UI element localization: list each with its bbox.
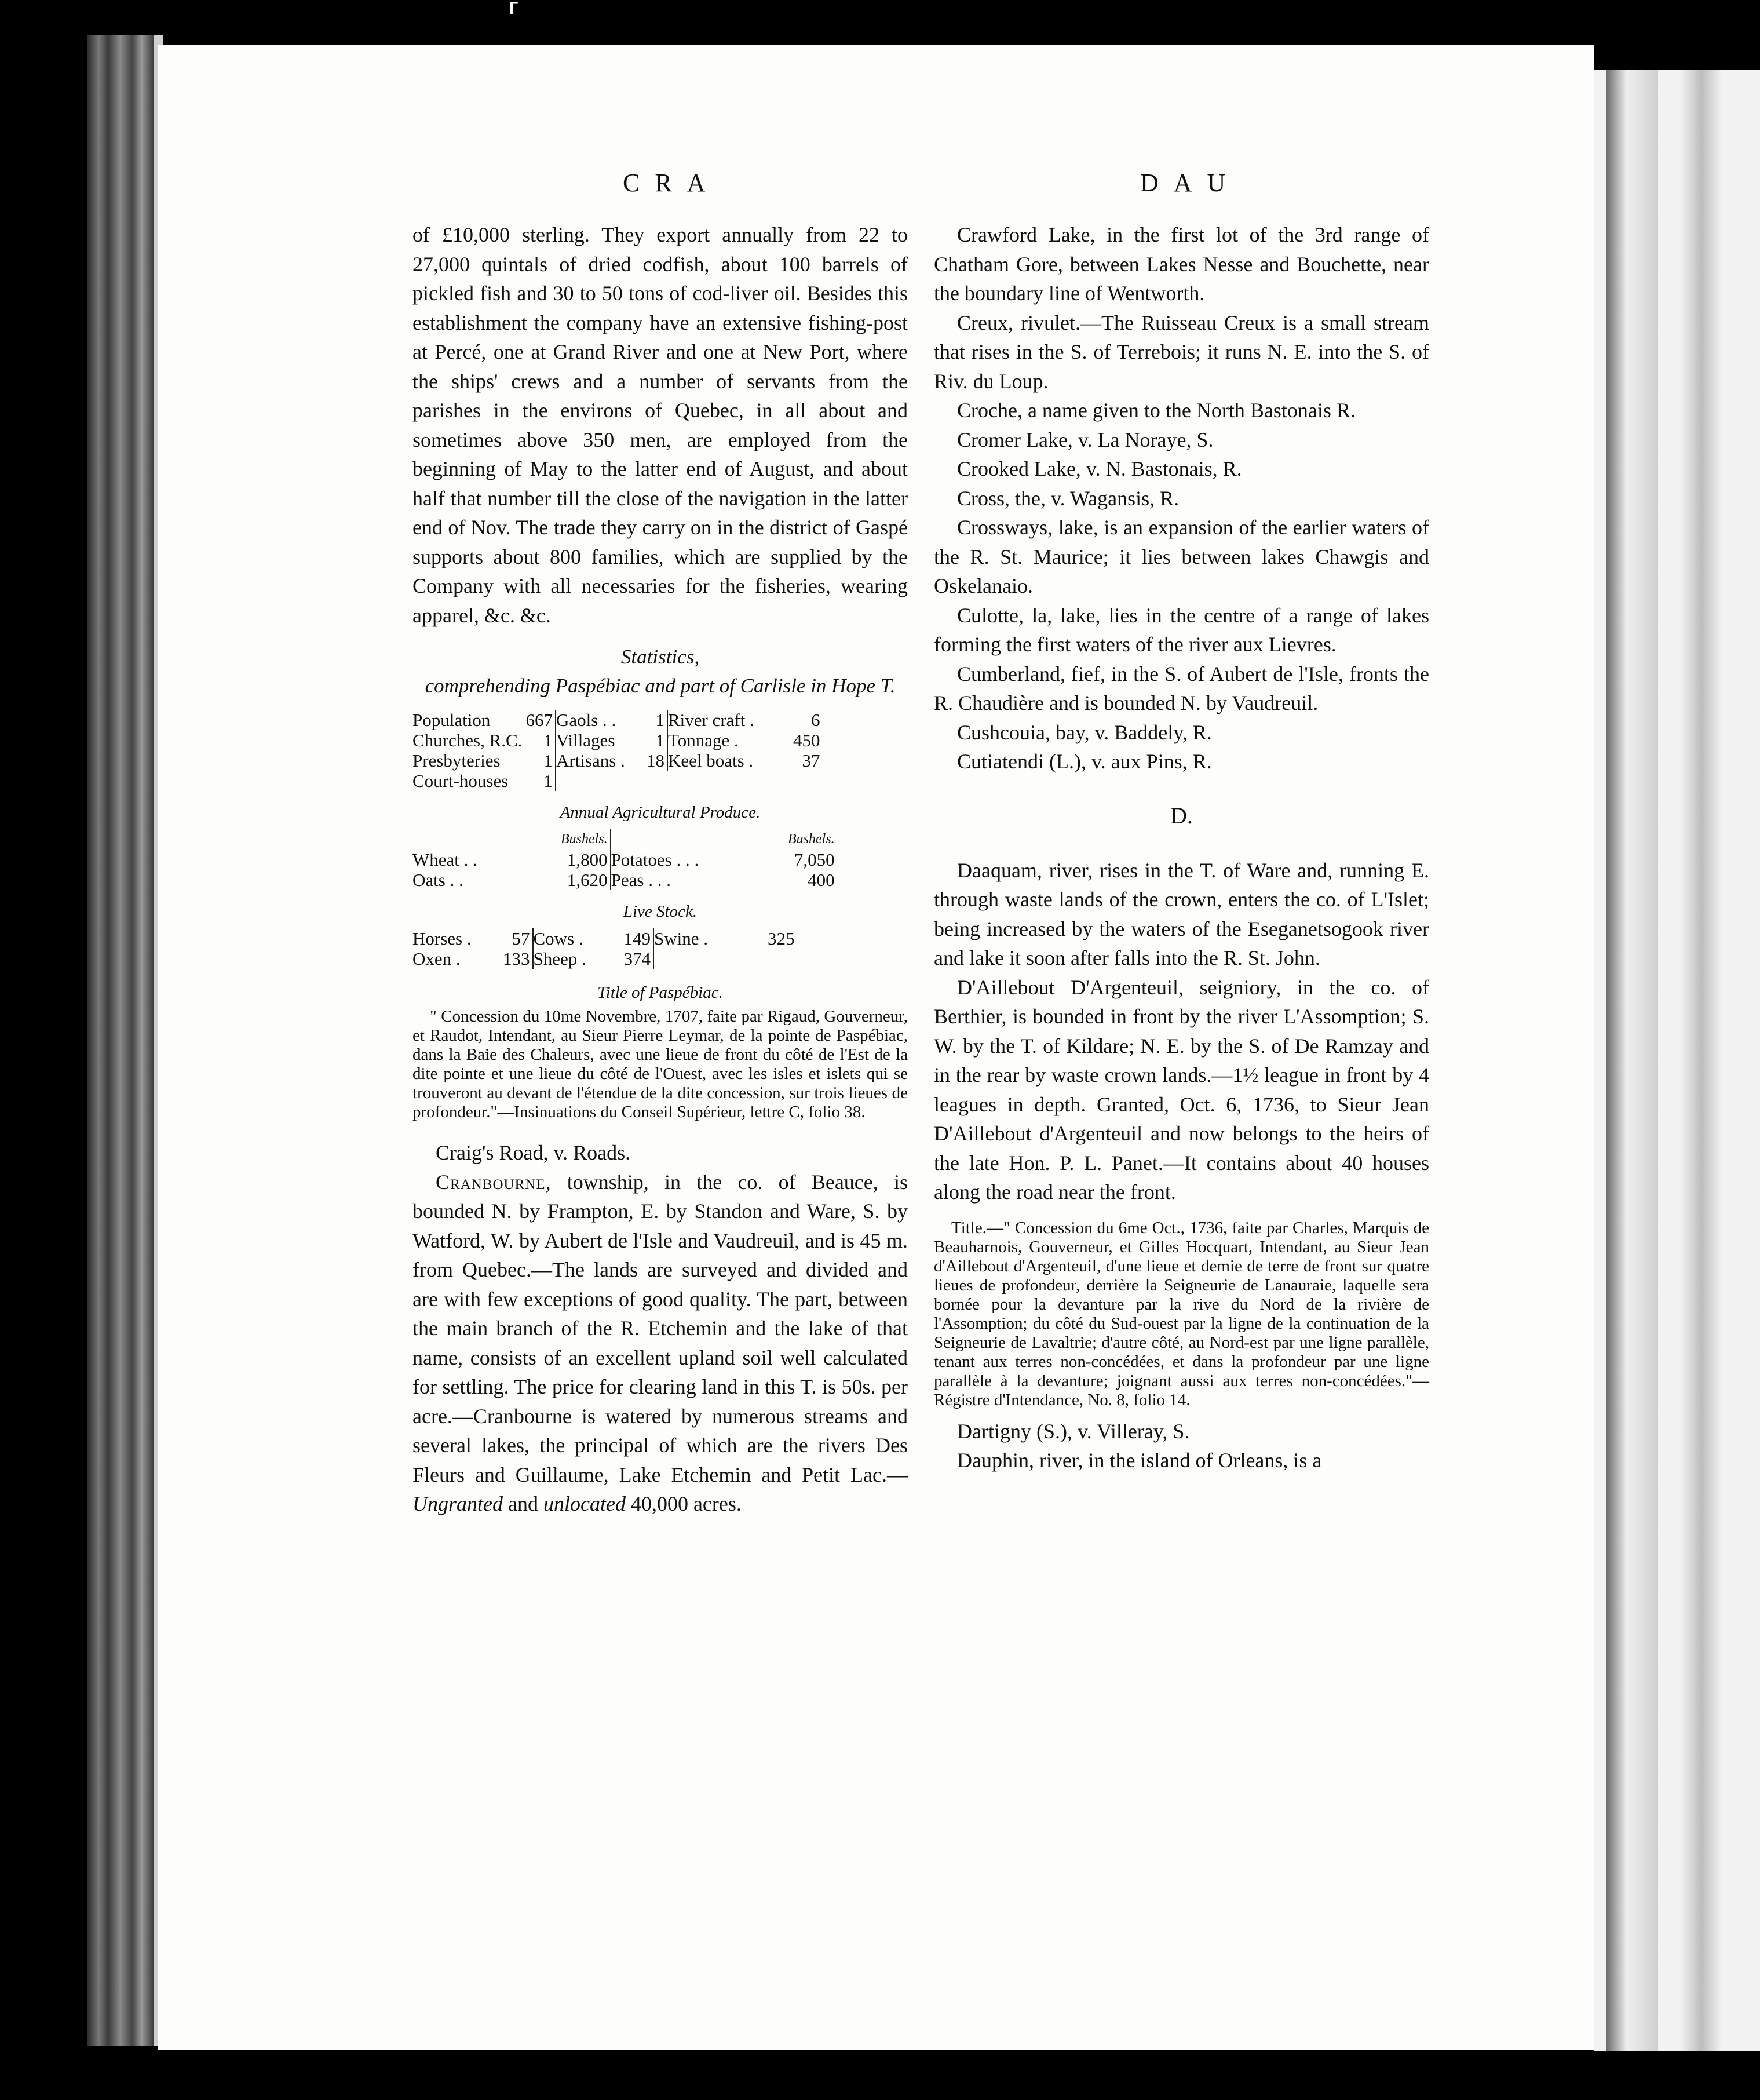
title-heading: Title of Paspébiac.: [597, 983, 723, 1002]
statistics-heading: [412, 643, 908, 701]
bushels-label: Bushels.: [561, 829, 611, 850]
entry-text: unlocated: [543, 1492, 626, 1515]
entry-cutiatendi: Cutiatendi (L.), v. aux Pins, R.: [957, 750, 1212, 773]
stat-label: Population: [412, 710, 491, 730]
livestock-value: 374: [624, 949, 654, 969]
facing-page-edge: [1594, 70, 1760, 2051]
produce-label: Potatoes . . .: [611, 850, 699, 870]
paragraph-continuation: of £10,000 sterling. They export annually from 22 to 27,000 quintals of dried codfish, about 100 barrels of pickled fish and 30 to 50 tons of cod-liver oil. Besides this establishment the company have an extensive fishing-post at Percé, one at Grand River and one at New Port, where the ships' crews and a number of servants from the parishes in the environs of Quebec, in all about and sometimes above 350 men, are employed from the beginning of May to the latter end of August, and about half that number till the close of the navigation in the latter end of Nov. The trade they carry on in the district of Gaspé supports about 800 families, which are supplied by the Company with all necessaries for the fisheries, wearing apparel, &c. &c.: [412, 223, 908, 627]
agricultural-table: [412, 829, 838, 890]
entry-crossways: Crossways, lake, is an expansion of the earlier waters of the R. St. Maurice; it lies between lakes Chawgis and Oskelanaio.: [934, 516, 1429, 597]
entry-headword: Cranbourne,: [436, 1170, 552, 1194]
entry-crooked-lake: Crooked Lake, v. N. Bastonais, R.: [957, 457, 1242, 480]
produce-label: Peas . . .: [611, 870, 671, 890]
scan-mark: ⸢: [507, 0, 521, 36]
entry-cross: Cross, the, v. Wagansis, R.: [957, 486, 1180, 510]
entry-cromer-lake: Cromer Lake, v. La Noraye, S.: [957, 428, 1214, 451]
livestock-label: Sheep .: [533, 949, 586, 969]
livestock-label: Horses .: [412, 928, 472, 949]
stat-label: Villages: [556, 730, 615, 750]
livestock-heading: Live Stock.: [623, 902, 698, 921]
left-column: [412, 220, 908, 1519]
produce-value: 1,620: [561, 870, 611, 890]
produce-value: 7,050: [794, 850, 835, 870]
stat-label: Presbyteries: [412, 750, 501, 771]
stat-value: 450: [793, 730, 820, 750]
produce-label: Oats . .: [412, 870, 463, 890]
book-spine: [87, 35, 154, 2046]
entry-text: 40,000 acres.: [625, 1492, 742, 1515]
stat-label: Keel boats .: [667, 750, 754, 771]
entry-craigs-road: Craig's Road, v. Roads.: [436, 1141, 631, 1164]
statistics-table: [412, 710, 823, 791]
statistics-subtitle: comprehending Paspébiac and part of Carlisle in Hope T.: [425, 675, 896, 697]
stat-value: 18: [647, 750, 667, 771]
table-row: [412, 928, 798, 949]
stat-value: 1: [525, 750, 556, 771]
stat-value: 6: [810, 710, 820, 730]
livestock-value: 325: [768, 928, 795, 949]
stat-value: 37: [802, 750, 820, 771]
livestock-label: Oxen .: [412, 949, 461, 969]
entry-dartigny: Dartigny (S.), v. Villeray, S.: [957, 1419, 1190, 1443]
produce-label: Wheat . .: [412, 850, 477, 870]
entry-cranbourne: [412, 1168, 908, 1519]
table-row: [412, 771, 823, 791]
entry-cumberland: Cumberland, fief, in the S. of Aubert de l'Isle, fronts the R. Chaudière and is bounded N. by Vaudreuil.: [934, 662, 1429, 714]
section-letter-heading: D.: [1170, 802, 1193, 829]
entry-text: Ungranted: [412, 1492, 503, 1515]
produce-value: 400: [808, 870, 835, 890]
entry-crawford-lake: Crawford Lake, in the first lot of the 3rd range of Chatham Gore, between Lakes Nesse and Bouchette, near the boundary line of Wentworth.: [934, 223, 1429, 305]
entry-text: township, in the co. of Beauce, is bounded N. by Frampton, E. by Standon and Ware, S. by Watford, W. by Aubert de l'Isle and Vaudreuil, and is 45 m. from Quebec.—The lands are surveyed and divided and are with few exceptions of good quality. The part, between the main branch of the R. Etchemin and the lake of that name, consists of an excellent upland soil well calculated for settling. The price for clearing land in this T. is 50s. per acre.—Cranbourne is watered by numerous streams and several lakes, the principal of which are the rivers Des Fleurs and Guillaume, Lake Etchemin and Petit Lac.—: [412, 1170, 908, 1486]
livestock-value: 57: [503, 928, 533, 949]
livestock-value: 149: [624, 928, 654, 949]
stat-label: Gaols . .: [556, 710, 616, 730]
title-quotation: " Concession du 10me Novembre, 1707, faite par Rigaud, Gouverneur, et Raudot, Intendant, au Sieur Pierre Leymar, de la pointe de Paspébiac, dans la Baie des Chaleurs, avec une lieue de front du côté de l'Est de la dite pointe et une lieue du côté de l'Ouest, avec les isles et islets qui se trouveront au devant de l'étendue de la dite concession, sur trois lieues de profondeur."—Insinuations du Conseil Supérieur, lettre C, folio 38.: [412, 1007, 908, 1121]
running-head-left: CRA: [623, 169, 721, 197]
stat-label: Churches, R.C.: [412, 730, 523, 750]
stat-value: 1: [647, 730, 667, 750]
stat-label: Tonnage .: [667, 730, 739, 750]
entry-creux: Creux, rivulet.—The Ruisseau Creux is a small stream that rises in the S. of Terrebois; it runs N. E. into the S. of Riv. du Loup.: [934, 311, 1429, 393]
livestock-label: Swine .: [654, 928, 708, 949]
table-row: [412, 850, 838, 870]
livestock-label: Cows .: [533, 928, 583, 949]
livestock-value: 133: [503, 949, 533, 969]
livestock-table: [412, 928, 798, 969]
stat-label: Artisans .: [556, 750, 625, 771]
entry-cushcouia: Cushcouia, bay, v. Baddely, R.: [957, 720, 1212, 744]
table-row: [412, 949, 798, 969]
running-head-right: DAU: [1140, 169, 1241, 197]
agricultural-heading: Annual Agricultural Produce.: [560, 803, 761, 822]
bushels-label: Bushels.: [788, 832, 835, 847]
stat-value: 1: [525, 771, 556, 791]
entry-dauphin: Dauphin, river, in the island of Orleans, is a: [957, 1449, 1322, 1472]
table-row: [412, 710, 823, 730]
stat-value: 667: [525, 710, 556, 730]
entry-text: and: [503, 1492, 543, 1515]
table-row: [412, 750, 823, 771]
entry-daillebout: D'Aillebout D'Argenteuil, seigniory, in the co. of Berthier, is bounded in front by the river L'Assomption; S. W. by the T. of Kildare; N. E. by the S. of De Ramzay and in the rear by waste crown lands.—1½ league in front by 4 leagues in depth. Granted, Oct. 6, 1736, to Sieur Jean D'Aillebout d'Argenteuil and now belongs to the heirs of the late Hon. P. L. Panet.—It contains about 40 houses along the road near the front.: [934, 975, 1429, 1204]
stat-value: 1: [525, 730, 556, 750]
entry-daaquam: Daaquam, river, rises in the T. of Ware and, running E. through waste lands of the crown, enters the co. of L'Islet; being increased by the waters of the Eseganetsogook river and lake it soon after falls into the R. St. John.: [934, 858, 1429, 969]
right-column: [934, 220, 1429, 1475]
stat-value: 1: [647, 710, 667, 730]
produce-value: 1,800: [561, 850, 611, 870]
title-quotation: Title.—" Concession du 6me Oct., 1736, faite par Charles, Marquis de Beauharnois, Gouverneur, et Gilles Hocquart, Intendant, au Sieur Jean d'Aillebout d'Argenteuil, d'une lieue et demie de terre de front sur quatre lieues de profondeur, derrière la Seigneurie de Lanauraie, laquelle sera bornée pour la devanture par la rive du Nord de la rivière de l'Assomption; du côté du Sud-ouest par la ligne de la continuation de la Seigneurie de Lavaltrie; d'autre côté, au Nord-est par une ligne parallèle, tenant aux terres non-concédées, et dans la profondeur par une ligne parallèle à la devanture; joignant aussi aux terres non-concédées."—Régistre d'Intendance, No. 8, folio 14.: [934, 1218, 1429, 1409]
table-row: [412, 730, 823, 750]
stat-label: River craft .: [667, 710, 754, 730]
entry-culotte: Culotte, la, lake, lies in the centre of a range of lakes forming the first waters of the river aux Lievres.: [934, 603, 1429, 656]
statistics-title: Statistics,: [620, 646, 700, 668]
entry-croche: Croche, a name given to the North Bastonais R.: [957, 399, 1356, 422]
stat-label: Court-houses: [412, 771, 509, 791]
table-row: [412, 870, 838, 890]
